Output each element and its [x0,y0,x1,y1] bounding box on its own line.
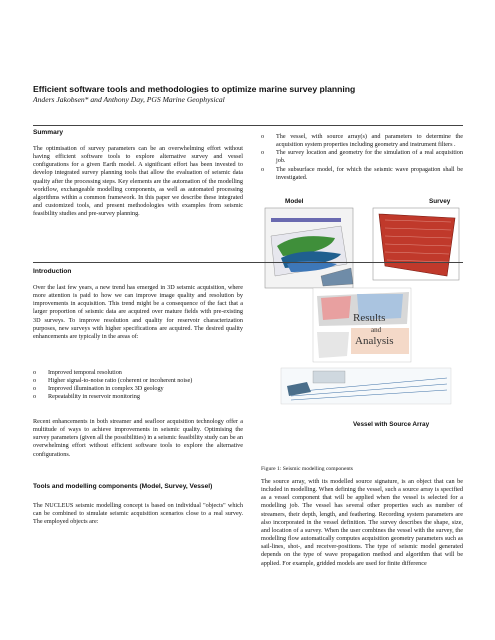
source-array-paragraph: The source array, with its modelled source signature, is an object that can be included in modelling. When defining the vessel, such a source array is specified as a vessel component that will be applied when the vessel is selected for a modelling job. The vessel has several other properties such as number of streamers, their depth, length, and feathering. Recording system parameters are also incorporated in the vessel definition. The survey describes the shape, size, and location of a survey. When the user combines the vessel with the survey, the modelling flow automatically computes acquisition geometry parameters such as sail-lines, shot-, and receiver-positions. The type of seismic model generated depends on the type of wave propagation method and algorithm that will be applied. For example, gridded models are used for finite difference [261,478,463,567]
quality-item: o Improved temporal resolution [33,369,122,376]
results-panel [313,288,411,362]
model-panel [265,208,353,288]
figure-graphic [261,206,463,406]
analysis-label: Analysis [355,335,394,347]
tools-paragraph: The NUCLEUS seismic modelling concept is based on individual "objects" which can be combined to simulate seismic acquisition scenarios close to a real survey. The employed objects are: [33,502,243,526]
figure-caption: Figure 1: Seismic modelling components [261,466,353,472]
quality-item: o Higher signal-to-noise ratio (coherent or incoherent noise) [33,377,193,385]
summary-top-rule [33,125,463,126]
objects-item-vessel: o The vessel, with source array(s) and parameters to determine the acquisition system properties including geometry and instrument filters . [261,133,463,149]
intro-top-rule [33,262,463,263]
summary-heading: Summary [33,129,64,136]
objects-list [261,133,463,182]
introduction-paragraph-2: Recent enhancements in both streamer and seafloor acquisition technology offer a multitude of ways to achieve improvements in seismic quality. Optimising the survey parameters (given all the possibilities) in a seismic feasibility study can be an overwhelming effort without efficient software tools to explore the alternative configurations. [33,418,243,458]
and-label: and [371,326,382,334]
vessel-panel [281,368,451,404]
survey-label: Survey [429,198,451,205]
paper-authors: Anders Jakobsen* and Anthony Day, PGS Marine Geophysical [33,95,225,104]
introduction-paragraph: Over the last few years, a new trend has emerged in 3D seismic acquisition, where more attention is paid to how we can improve image quality and resolution by improvements in acquisition. This trend might be a consequence of the fact that a larger proportion of seismic data are acquired over mature fields with pre-existing 3D surveys. To improve resolution and quality for reservoir characterization purposes, new surveys with higher specifications are acquired. The desired quality enhancements are typically in the areas of: [33,284,243,340]
objects-item-survey: o The survey location and geometry for the simulation of a real acquisition job. [261,149,463,165]
vessel-label: Vessel with Source Array [353,421,430,428]
objects-item-model: o The subsurface model, for which the seismic wave propagation shall be investigated. [261,165,463,181]
figure-1 [261,198,463,448]
summary-paragraph: The optimisation of survey parameters can be an overwhelming effort without having efficient software tools to explore alternative survey and vessel configurations for a given Earth model. A significant effort has been invested to develop integrated survey planning tools that allow the evaluation of seismic data quality after the processing steps. Key elements are the automation of the modelling workflow, exchangeable modelling components, as well as automated processing algorithms within a common framework. In this paper we describe these integrated and customized tools, and present methodologies with examples from seismic feasibility studies and pre-survey planning. [33,145,243,218]
results-label: Results [353,312,386,324]
model-label: Model [285,198,304,205]
quality-item: o Repeatability in reservoir monitoring [33,393,140,401]
tools-heading: Tools and modelling components (Model, Survey, Vessel) [33,483,213,490]
quality-list [33,369,243,402]
paper-title: Efficient software tools and methodologies to optimize marine survey planning [33,84,356,94]
survey-panel [373,208,459,280]
introduction-heading: Introduction [33,268,72,275]
quality-item: o Improved illumination in complex 3D geology [33,385,164,393]
